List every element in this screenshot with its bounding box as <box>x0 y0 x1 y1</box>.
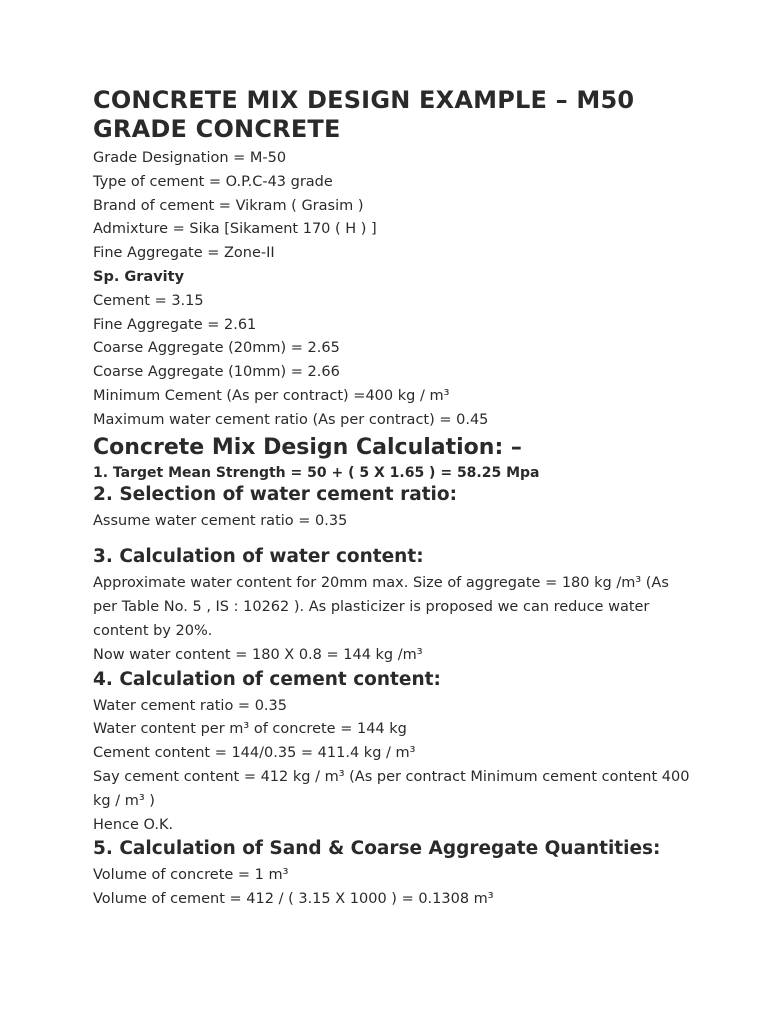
step4-wc-ratio: Water cement ratio = 0.35 <box>93 697 287 714</box>
target-mean-strength: 1. Target Mean Strength = 50 + ( 5 X 1.65 ) = 58.25 Mpa <box>93 464 540 481</box>
calculation-heading: Concrete Mix Design Calculation: – <box>93 434 522 460</box>
step4-water-content: Water content per m³ of concrete = 144 kg <box>93 721 407 738</box>
step5-heading: 5. Calculation of Sand & Coarse Aggregate Quantities: <box>93 838 661 860</box>
step5-volume-cement: Volume of cement = 412 / ( 3.15 X 1000 ) = 0.1308 m³ <box>93 891 494 908</box>
step3-now-water-content: Now water content = 180 X 0.8 = 144 kg /m³ <box>93 646 423 663</box>
fine-aggregate-zone: Fine Aggregate = Zone-II <box>93 245 275 262</box>
step4-cement-content: Cement content = 144/0.35 = 411.4 kg / m³ <box>93 745 416 762</box>
step4-hence-ok: Hence O.K. <box>93 816 174 833</box>
step2-heading: 2. Selection of water cement ratio: <box>93 483 457 505</box>
cement-type: Type of cement = O.P.C-43 grade <box>93 173 333 190</box>
sp-gravity-coarse-10mm: Coarse Aggregate (10mm) = 2.66 <box>93 364 340 381</box>
step4-heading: 4. Calculation of cement content: <box>93 668 441 690</box>
grade-designation: Grade Designation = M-50 <box>93 150 287 166</box>
step4-say-cement: Say cement content = 412 kg / m³ (As per contract Minimum cement content 400 kg / m³ ) <box>93 768 690 809</box>
admixture: Admixture = Sika [Sikament 170 ( H ) ] <box>93 221 377 238</box>
minimum-cement: Minimum Cement (As per contract) =400 kg / m³ <box>93 387 450 404</box>
step5-volume-concrete: Volume of concrete = 1 m³ <box>93 867 289 884</box>
step3-text: Approximate water content for 20mm max. Size of aggregate = 180 kg /m³ (As per Table No. 5 , IS : 10262 ). As plasticizer is proposed we can reduce water content by 20%. <box>93 575 669 639</box>
sp-gravity-heading: Sp. Gravity <box>93 268 185 285</box>
step2-text: Assume water cement ratio = 0.35 <box>93 512 348 529</box>
sp-gravity-coarse-20mm: Coarse Aggregate (20mm) = 2.65 <box>93 340 340 357</box>
sp-gravity-fine-aggregate: Fine Aggregate = 2.61 <box>93 316 257 333</box>
document-page <box>93 86 693 912</box>
sp-gravity-cement: Cement = 3.15 <box>93 292 204 309</box>
maximum-wc-ratio: Maximum water cement ratio (As per contract) = 0.45 <box>93 411 489 428</box>
step3-heading: 3. Calculation of water content: <box>93 546 424 568</box>
page-title: CONCRETE MIX DESIGN EXAMPLE – M50 GRADE CONCRETE <box>93 86 635 143</box>
cement-brand: Brand of cement = Vikram ( Grasim ) <box>93 197 364 214</box>
